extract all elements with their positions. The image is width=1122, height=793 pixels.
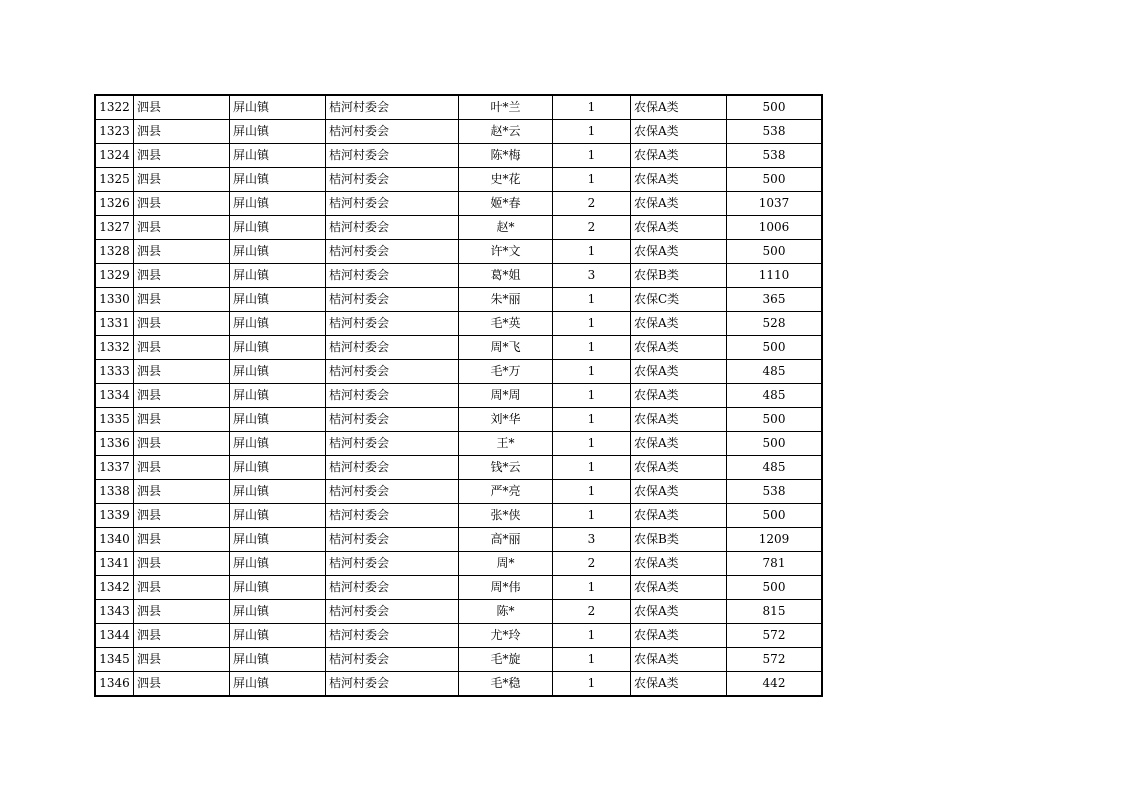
village-cell: 桔河村委会: [326, 264, 459, 288]
town-cell: 屏山镇: [230, 624, 326, 648]
town-cell: 屏山镇: [230, 168, 326, 192]
village-cell: 桔河村委会: [326, 384, 459, 408]
county-cell: 泗县: [134, 624, 230, 648]
amount-cell: 500: [727, 504, 823, 528]
town-cell: 屏山镇: [230, 312, 326, 336]
name-cell: 周*伟: [459, 576, 553, 600]
town-cell: 屏山镇: [230, 528, 326, 552]
table-row: [95, 528, 822, 552]
household-count-cell: 1: [553, 336, 631, 360]
row-number: 1330: [95, 288, 134, 312]
village-cell: 桔河村委会: [326, 672, 459, 697]
county-cell: 泗县: [134, 192, 230, 216]
amount-cell: 500: [727, 432, 823, 456]
amount-cell: 500: [727, 336, 823, 360]
village-cell: 桔河村委会: [326, 144, 459, 168]
town-cell: 屏山镇: [230, 192, 326, 216]
name-cell: 赵*云: [459, 120, 553, 144]
name-cell: 尤*玲: [459, 624, 553, 648]
category-cell: 农保A类: [631, 672, 727, 697]
name-cell: 姬*春: [459, 192, 553, 216]
county-cell: 泗县: [134, 600, 230, 624]
row-number: 1339: [95, 504, 134, 528]
village-cell: 桔河村委会: [326, 480, 459, 504]
village-cell: 桔河村委会: [326, 600, 459, 624]
name-cell: 陈*梅: [459, 144, 553, 168]
amount-cell: 815: [727, 600, 823, 624]
amount-cell: 572: [727, 648, 823, 672]
village-cell: 桔河村委会: [326, 336, 459, 360]
row-number: 1326: [95, 192, 134, 216]
row-number: 1342: [95, 576, 134, 600]
category-cell: 农保A类: [631, 408, 727, 432]
amount-cell: 442: [727, 672, 823, 697]
village-cell: 桔河村委会: [326, 168, 459, 192]
amount-cell: 500: [727, 576, 823, 600]
category-cell: 农保A类: [631, 95, 727, 120]
amount-cell: 485: [727, 456, 823, 480]
row-number: 1323: [95, 120, 134, 144]
village-cell: 桔河村委会: [326, 648, 459, 672]
table-row: [95, 192, 822, 216]
table-row: [95, 168, 822, 192]
row-number: 1324: [95, 144, 134, 168]
amount-cell: 538: [727, 480, 823, 504]
category-cell: 农保B类: [631, 264, 727, 288]
amount-cell: 500: [727, 408, 823, 432]
amount-cell: 1037: [727, 192, 823, 216]
household-count-cell: 1: [553, 480, 631, 504]
county-cell: 泗县: [134, 336, 230, 360]
household-count-cell: 1: [553, 504, 631, 528]
category-cell: 农保A类: [631, 552, 727, 576]
name-cell: 毛*旋: [459, 648, 553, 672]
household-count-cell: 1: [553, 312, 631, 336]
town-cell: 屏山镇: [230, 360, 326, 384]
category-cell: 农保A类: [631, 504, 727, 528]
county-cell: 泗县: [134, 240, 230, 264]
village-cell: 桔河村委会: [326, 192, 459, 216]
town-cell: 屏山镇: [230, 480, 326, 504]
row-number: 1343: [95, 600, 134, 624]
category-cell: 农保A类: [631, 624, 727, 648]
category-cell: 农保A类: [631, 168, 727, 192]
table-row: [95, 360, 822, 384]
table-row: [95, 672, 822, 697]
household-count-cell: 1: [553, 408, 631, 432]
row-number: 1341: [95, 552, 134, 576]
village-cell: 桔河村委会: [326, 216, 459, 240]
household-count-cell: 1: [553, 648, 631, 672]
row-number: 1346: [95, 672, 134, 697]
category-cell: 农保C类: [631, 288, 727, 312]
name-cell: 毛*英: [459, 312, 553, 336]
table-row: [95, 432, 822, 456]
name-cell: 周*: [459, 552, 553, 576]
village-cell: 桔河村委会: [326, 95, 459, 120]
amount-cell: 500: [727, 95, 823, 120]
amount-cell: 538: [727, 144, 823, 168]
amount-cell: 528: [727, 312, 823, 336]
household-count-cell: 3: [553, 264, 631, 288]
county-cell: 泗县: [134, 552, 230, 576]
county-cell: 泗县: [134, 144, 230, 168]
table-body: [95, 95, 822, 696]
row-number: 1337: [95, 456, 134, 480]
amount-cell: 1209: [727, 528, 823, 552]
county-cell: 泗县: [134, 504, 230, 528]
table-row: [95, 504, 822, 528]
category-cell: 农保A类: [631, 456, 727, 480]
category-cell: 农保A类: [631, 576, 727, 600]
household-count-cell: 1: [553, 624, 631, 648]
town-cell: 屏山镇: [230, 264, 326, 288]
table-row: [95, 576, 822, 600]
name-cell: 史*花: [459, 168, 553, 192]
county-cell: 泗县: [134, 408, 230, 432]
village-cell: 桔河村委会: [326, 624, 459, 648]
household-count-cell: 2: [553, 600, 631, 624]
town-cell: 屏山镇: [230, 552, 326, 576]
amount-cell: 500: [727, 240, 823, 264]
table-row: [95, 456, 822, 480]
category-cell: 农保A类: [631, 144, 727, 168]
county-cell: 泗县: [134, 576, 230, 600]
row-number: 1345: [95, 648, 134, 672]
row-number: 1344: [95, 624, 134, 648]
name-cell: 许*文: [459, 240, 553, 264]
county-cell: 泗县: [134, 264, 230, 288]
category-cell: 农保A类: [631, 600, 727, 624]
household-count-cell: 1: [553, 144, 631, 168]
town-cell: 屏山镇: [230, 336, 326, 360]
amount-cell: 500: [727, 168, 823, 192]
village-cell: 桔河村委会: [326, 432, 459, 456]
row-number: 1329: [95, 264, 134, 288]
row-number: 1331: [95, 312, 134, 336]
village-cell: 桔河村委会: [326, 240, 459, 264]
household-count-cell: 1: [553, 120, 631, 144]
household-count-cell: 2: [553, 552, 631, 576]
town-cell: 屏山镇: [230, 216, 326, 240]
county-cell: 泗县: [134, 360, 230, 384]
town-cell: 屏山镇: [230, 432, 326, 456]
table-row: [95, 216, 822, 240]
table-row: [95, 240, 822, 264]
village-cell: 桔河村委会: [326, 504, 459, 528]
county-cell: 泗县: [134, 456, 230, 480]
row-number: 1338: [95, 480, 134, 504]
name-cell: 刘*华: [459, 408, 553, 432]
town-cell: 屏山镇: [230, 504, 326, 528]
row-number: 1340: [95, 528, 134, 552]
household-count-cell: 1: [553, 672, 631, 697]
amount-cell: 538: [727, 120, 823, 144]
row-number: 1322: [95, 95, 134, 120]
row-number: 1332: [95, 336, 134, 360]
name-cell: 张*侠: [459, 504, 553, 528]
table-row: [95, 552, 822, 576]
village-cell: 桔河村委会: [326, 312, 459, 336]
town-cell: 屏山镇: [230, 120, 326, 144]
row-number: 1328: [95, 240, 134, 264]
amount-cell: 485: [727, 360, 823, 384]
name-cell: 严*亮: [459, 480, 553, 504]
category-cell: 农保A类: [631, 360, 727, 384]
table-row: [95, 120, 822, 144]
county-cell: 泗县: [134, 120, 230, 144]
table-row: [95, 144, 822, 168]
category-cell: 农保B类: [631, 528, 727, 552]
name-cell: 叶*兰: [459, 95, 553, 120]
category-cell: 农保A类: [631, 312, 727, 336]
town-cell: 屏山镇: [230, 288, 326, 312]
row-number: 1333: [95, 360, 134, 384]
row-number: 1334: [95, 384, 134, 408]
household-count-cell: 1: [553, 240, 631, 264]
town-cell: 屏山镇: [230, 648, 326, 672]
category-cell: 农保A类: [631, 120, 727, 144]
county-cell: 泗县: [134, 95, 230, 120]
category-cell: 农保A类: [631, 384, 727, 408]
amount-cell: 365: [727, 288, 823, 312]
household-count-cell: 1: [553, 360, 631, 384]
town-cell: 屏山镇: [230, 240, 326, 264]
village-cell: 桔河村委会: [326, 576, 459, 600]
household-count-cell: 1: [553, 576, 631, 600]
town-cell: 屏山镇: [230, 672, 326, 697]
household-count-cell: 1: [553, 384, 631, 408]
household-count-cell: 1: [553, 168, 631, 192]
row-number: 1327: [95, 216, 134, 240]
town-cell: 屏山镇: [230, 144, 326, 168]
county-cell: 泗县: [134, 648, 230, 672]
county-cell: 泗县: [134, 480, 230, 504]
town-cell: 屏山镇: [230, 576, 326, 600]
name-cell: 王*: [459, 432, 553, 456]
table-row: [95, 384, 822, 408]
table-row: [95, 648, 822, 672]
village-cell: 桔河村委会: [326, 120, 459, 144]
household-count-cell: 1: [553, 95, 631, 120]
amount-cell: 572: [727, 624, 823, 648]
name-cell: 周*周: [459, 384, 553, 408]
name-cell: 毛*稳: [459, 672, 553, 697]
name-cell: 陈*: [459, 600, 553, 624]
town-cell: 屏山镇: [230, 408, 326, 432]
category-cell: 农保A类: [631, 216, 727, 240]
category-cell: 农保A类: [631, 432, 727, 456]
name-cell: 毛*万: [459, 360, 553, 384]
row-number: 1336: [95, 432, 134, 456]
household-count-cell: 1: [553, 432, 631, 456]
amount-cell: 485: [727, 384, 823, 408]
household-count-cell: 1: [553, 456, 631, 480]
table-row: [95, 95, 822, 120]
table-row: [95, 264, 822, 288]
row-number: 1335: [95, 408, 134, 432]
town-cell: 屏山镇: [230, 384, 326, 408]
table-row: [95, 624, 822, 648]
assistance-table: [94, 94, 823, 697]
name-cell: 朱*丽: [459, 288, 553, 312]
household-count-cell: 3: [553, 528, 631, 552]
amount-cell: 781: [727, 552, 823, 576]
village-cell: 桔河村委会: [326, 360, 459, 384]
county-cell: 泗县: [134, 432, 230, 456]
county-cell: 泗县: [134, 168, 230, 192]
name-cell: 周*飞: [459, 336, 553, 360]
category-cell: 农保A类: [631, 240, 727, 264]
amount-cell: 1110: [727, 264, 823, 288]
county-cell: 泗县: [134, 216, 230, 240]
category-cell: 农保A类: [631, 336, 727, 360]
category-cell: 农保A类: [631, 480, 727, 504]
county-cell: 泗县: [134, 312, 230, 336]
household-count-cell: 2: [553, 216, 631, 240]
household-count-cell: 2: [553, 192, 631, 216]
row-number: 1325: [95, 168, 134, 192]
town-cell: 屏山镇: [230, 456, 326, 480]
table-row: [95, 408, 822, 432]
table-row: [95, 600, 822, 624]
village-cell: 桔河村委会: [326, 456, 459, 480]
county-cell: 泗县: [134, 672, 230, 697]
village-cell: 桔河村委会: [326, 288, 459, 312]
town-cell: 屏山镇: [230, 600, 326, 624]
name-cell: 钱*云: [459, 456, 553, 480]
village-cell: 桔河村委会: [326, 552, 459, 576]
village-cell: 桔河村委会: [326, 528, 459, 552]
table-row: [95, 288, 822, 312]
name-cell: 高*丽: [459, 528, 553, 552]
table-row: [95, 336, 822, 360]
household-count-cell: 1: [553, 288, 631, 312]
town-cell: 屏山镇: [230, 95, 326, 120]
category-cell: 农保A类: [631, 192, 727, 216]
amount-cell: 1006: [727, 216, 823, 240]
name-cell: 葛*姐: [459, 264, 553, 288]
village-cell: 桔河村委会: [326, 408, 459, 432]
county-cell: 泗县: [134, 288, 230, 312]
county-cell: 泗县: [134, 384, 230, 408]
category-cell: 农保A类: [631, 648, 727, 672]
county-cell: 泗县: [134, 528, 230, 552]
table-row: [95, 312, 822, 336]
name-cell: 赵*: [459, 216, 553, 240]
table-row: [95, 480, 822, 504]
